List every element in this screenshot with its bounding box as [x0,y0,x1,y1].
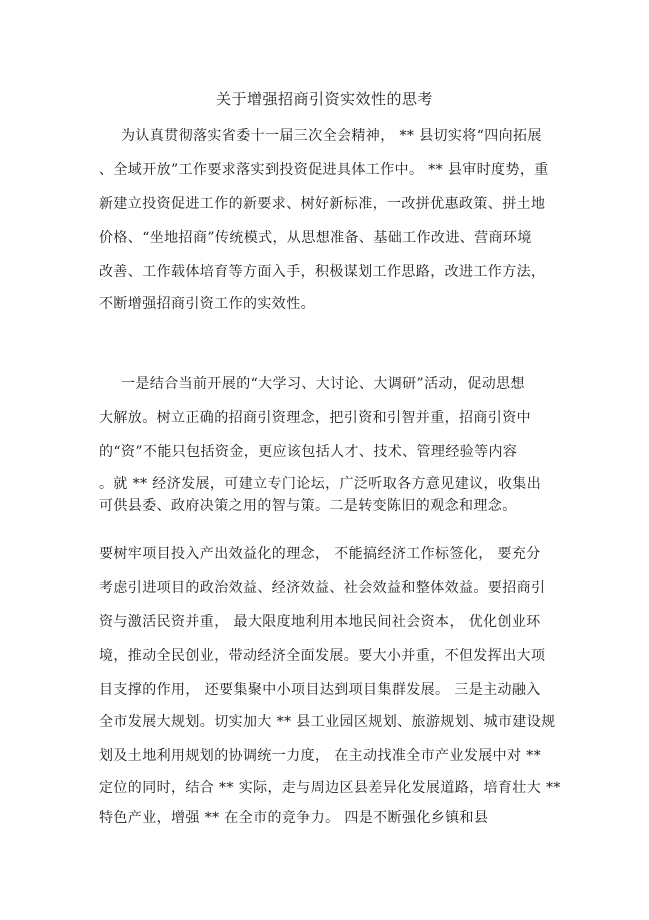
paragraph-3-line-5: 目支撑的作用， 还要集聚中小项目达到项目集群发展。 三是主动融入 [99,682,541,698]
paragraph-1-line-1: 为认真贯彻落实省委十一届三次全会精神， ** 县切实将“四向拓展 [121,128,542,144]
paragraph-2-line-1: 一是结合当前开展的“大学习、大讨论、大调研”活动，促动思想 [121,376,525,392]
document-title: 关于增强招商引资实效性的思考 [215,90,433,108]
paragraph-3-line-7: 划及土地利用规划的协调统一力度， 在主动找准全市产业发展中对 ** [99,748,542,764]
paragraph-1-line-5: 改善、工作载体培育等方面入手，积极谋划工作思路，改进工作方法， [99,264,546,280]
paragraph-2-line-4: 。就 ** 经济发展，可建立专门论坛，广泛听取各方意见建议，收集出 [99,476,542,492]
paragraph-3-line-8: 定位的同时，结合 ** 实际，走与周边区县差异化发展道路，培育壮大 ** [99,780,561,796]
paragraph-2-line-5: 可供县委、政府决策之用的智与策。二是转变陈旧的观念和理念。 [99,498,517,514]
paragraph-1-line-6: 不断增强招商引资工作的实效性。 [99,296,315,312]
paragraph-3-line-3: 资与激活民资并重， 最大限度地利用本地民间社会资本， 优化创业环 [99,614,541,630]
paragraph-1-line-4: 价格、“坐地招商”传统模式，从思想准备、基础工作改进、营商环境 [99,230,532,246]
paragraph-3-line-6: 全市发展大规划。切实加大 ** 县工业园区规划、旅游规划、城市建设规 [99,714,556,730]
paragraph-2-line-2: 大解放。树立正确的招商引资理念，把引资和引智并重，招商引资中 [99,410,531,426]
paragraph-3-line-4: 境，推动全民创业，带动经济全面发展。要大小并重，不但发挥出大项 [99,648,546,664]
paragraph-3-line-9: 特色产业，增强 ** 在全市的竞争力。 四是不断强化乡镇和县 [99,810,489,826]
paragraph-3-line-2: 考虑引进项目的政治效益、经济效益、社会效益和整体效益。要招商引 [99,580,546,596]
paragraph-1-line-2: 、全域开放”工作要求落实到投资促进具体工作中。 ** 县审时度势，重 [99,162,549,178]
paragraph-3-line-1: 要树牢项目投入产出效益化的理念， 不能搞经济工作标签化， 要充分 [99,546,541,562]
paragraph-1-line-3: 新建立投资促进工作的新要求、树好新标准，一改拼优惠政策、拼土地 [99,196,546,212]
paragraph-2-line-3: 的“资”不能只包括资金，更应该包括人才、技术、管理经验等内容 [99,444,518,460]
